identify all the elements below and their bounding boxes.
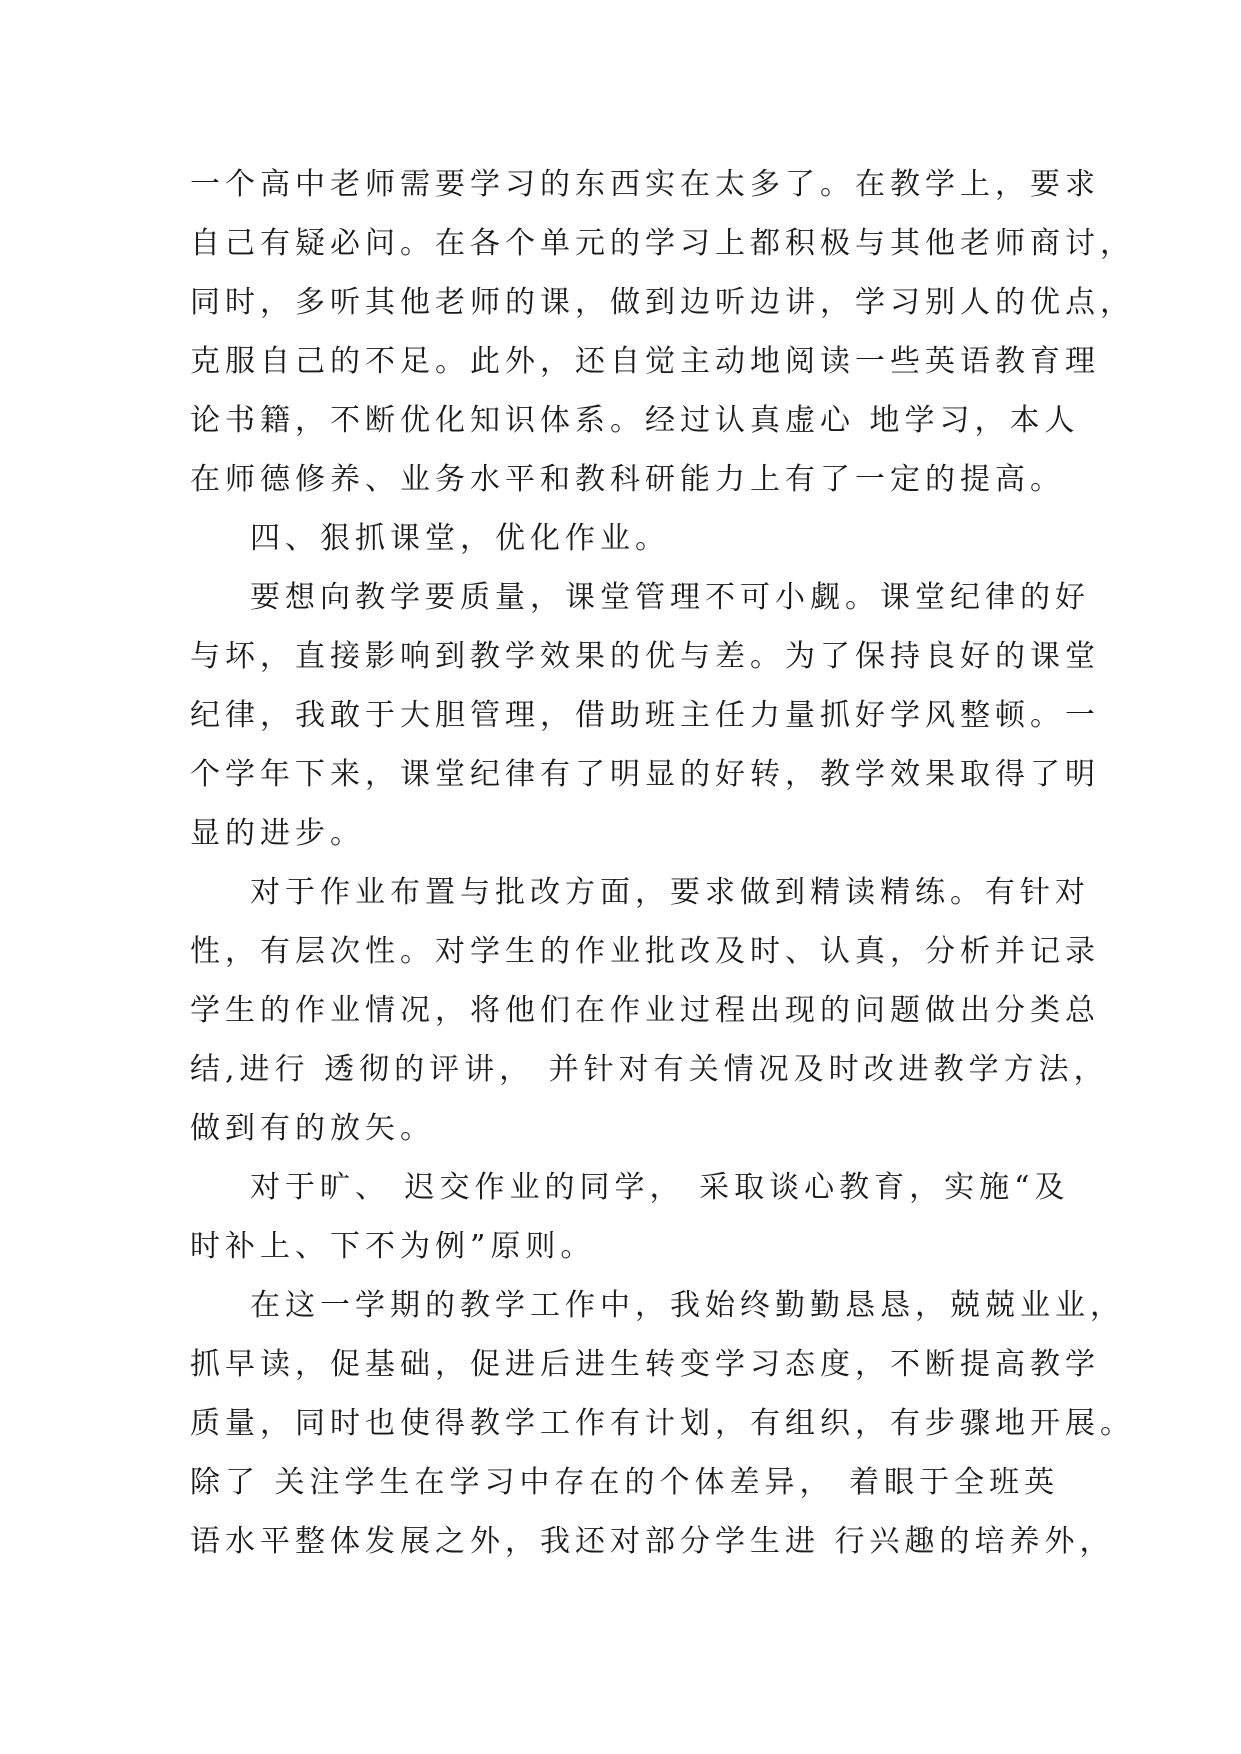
text-line: 结,进行 透彻的评讲， 并针对有关情况及时改进教学方法，	[190, 1052, 1109, 1087]
text-line: 要想向教学要质量，课堂管理不可小觑。课堂纪律的好	[250, 580, 1090, 615]
text-line: 纪律，我敢于大胆管理，借助班主任力量抓好学风整顿。一	[190, 698, 1100, 733]
text-line: 显的进步。	[190, 816, 365, 851]
text-line: 克服自己的不足。此外，还自觉主动地阅读一些英语教育理	[190, 344, 1100, 379]
text-line: 除了 关注学生在学习中存在的个体差异， 着眼于全班英	[190, 1465, 1060, 1500]
section-heading: 四、狠抓课堂，优化作业。	[250, 521, 670, 556]
text-line: 对于作业布置与批改方面，要求做到精读精练。有针对	[250, 875, 1090, 910]
text-line: 做到有的放矢。	[190, 1111, 435, 1146]
text-line: 时补上、下不为例”原则。	[190, 1229, 596, 1264]
text-line: 在这一学期的教学工作中，我始终勤勤恳恳，兢兢业业，	[250, 1288, 1125, 1323]
text-line: 个学年下来，课堂纪律有了明显的好转，教学效果取得了明	[190, 757, 1100, 792]
text-line: 对于旷、 迟交作业的同学， 采取谈心教育，实施“及	[250, 1170, 1070, 1205]
text-line: 性，有层次性。对学生的作业批改及时、认真，分析并记录	[190, 934, 1100, 969]
text-line: 论书籍，不断优化知识体系。经过认真虚心 地学习，本人	[190, 403, 1080, 438]
text-line: 一个高中老师需要学习的东西实在太多了。在教学上，要求	[190, 167, 1100, 202]
text-line: 语水平整体发展之外，我还对部分学生进 行兴趣的培养外，	[190, 1524, 1115, 1559]
body-text	[190, 155, 1135, 1571]
text-line: 同时，多听其他老师的课，做到边听边讲，学习别人的优点，	[190, 285, 1135, 320]
text-line: 在师德修养、业务水平和教科研能力上有了一定的提高。	[190, 462, 1065, 497]
text-line: 学生的作业情况，将他们在作业过程出现的问题做出分类总	[190, 993, 1100, 1028]
text-line: 与坏，直接影响到教学效果的优与差。为了保持良好的课堂	[190, 639, 1100, 674]
text-line: 自己有疑必问。在各个单元的学习上都积极与其他老师商讨，	[190, 226, 1135, 261]
text-line: 质量，同时也使得教学工作有计划，有组织，有步骤地开展。	[190, 1406, 1135, 1441]
text-line: 抓早读，促基础，促进后进生转变学习态度，不断提高教学	[190, 1347, 1100, 1382]
